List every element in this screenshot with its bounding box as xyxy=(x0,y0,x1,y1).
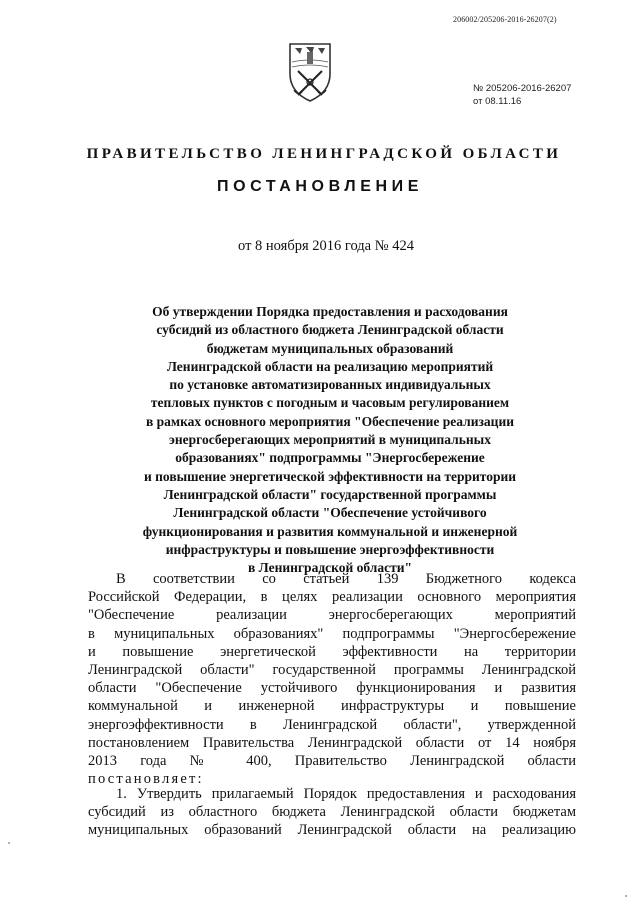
paragraph-line: постановлением Правительства Ленинградской области от 14 ноября xyxy=(88,734,576,751)
paragraph-line: "Обеспечение реализации энергосберегающих мероприятий xyxy=(88,607,576,624)
registration-number: № 205206-2016-26207 xyxy=(473,83,572,94)
title-line: по установке автоматизированных индивидуальных xyxy=(169,377,491,393)
document-type: ПОСТАНОВЛЕНИЕ xyxy=(216,178,423,195)
paragraph-line: 1. Утвердить прилагаемый Порядок предоставления и расходования xyxy=(116,786,576,802)
scan-speck xyxy=(8,842,10,844)
paragraph-line: и повышение энергетической эффективности на территории xyxy=(88,643,576,660)
paragraph-line: муниципальных образований Ленинградской области на реализацию xyxy=(88,822,576,839)
title-line: Ленинградской области "Обеспечение устойчивого xyxy=(173,505,487,521)
title-line: инфраструктуры и повышение энергоэффективности xyxy=(165,541,495,557)
paragraph-line: Ленинградской области" государственной программы Ленинградской xyxy=(88,661,576,678)
item-1-paragraph xyxy=(88,785,576,840)
title-line: бюджетам муниципальных образований xyxy=(206,340,454,356)
paragraph-line: Российской Федерации, в целях реализации основного мероприятия xyxy=(88,589,576,606)
decree-date-number: от 8 ноября 2016 года № 424 xyxy=(238,238,414,254)
paragraph-line: области "Обеспечение устойчивого функционирования и развития xyxy=(88,680,576,697)
title-line: в Ленинградской области" xyxy=(247,560,413,576)
paragraph-line: коммунальной и инженерной инфраструктуры и повышение xyxy=(88,698,576,715)
title-line: в рамках основного мероприятия "Обеспечение реализации xyxy=(145,413,515,429)
title-line: субсидий из областного бюджета Ленинградской области xyxy=(156,322,504,338)
title-line: энергосберегающих мероприятий в муниципальных xyxy=(169,432,491,448)
scan-speck xyxy=(625,895,627,897)
title-line: образованиях" подпрограммы "Энергосбережение xyxy=(175,450,485,466)
paragraph-line: В соответствии со статьей 139 Бюджетного кодекса xyxy=(116,571,576,587)
government-name: ПРАВИТЕЛЬСТВО ЛЕНИНГРАДСКОЙ ОБЛАСТИ xyxy=(86,146,562,162)
paragraph-line: субсидий из областного бюджета Ленинградской области бюджетам xyxy=(88,804,576,821)
document-code: 206002/205206-2016-26207(2) xyxy=(453,15,557,24)
title-line: Ленинградской области на реализацию мероприятий xyxy=(166,358,494,374)
preamble-paragraph xyxy=(88,570,576,788)
paragraph-line: энергоэффективности в Ленинградской области", утвержденной xyxy=(88,716,576,733)
paragraph-line: 2013 года № 400, Правительство Ленинградской области xyxy=(88,752,576,769)
title-line: и повышение энергетической эффективности на территории xyxy=(143,468,517,484)
title-line: тепловых пунктов с погодным и часовым регулированием xyxy=(150,395,510,411)
title-line: Об утверждении Порядка предоставления и расходования xyxy=(152,304,508,319)
decree-title xyxy=(100,303,560,577)
coat-of-arms-icon xyxy=(284,40,336,104)
title-line: Ленинградской области" государственной программы xyxy=(163,486,497,502)
resolves-word: постановляет: xyxy=(88,771,204,788)
registration-date: от 08.11.16 xyxy=(473,96,522,107)
title-line: функционирования и развития коммунальной и инженерной xyxy=(142,523,518,539)
paragraph-line: в муниципальных образованиях" подпрограммы "Энергосбережение xyxy=(88,625,576,642)
